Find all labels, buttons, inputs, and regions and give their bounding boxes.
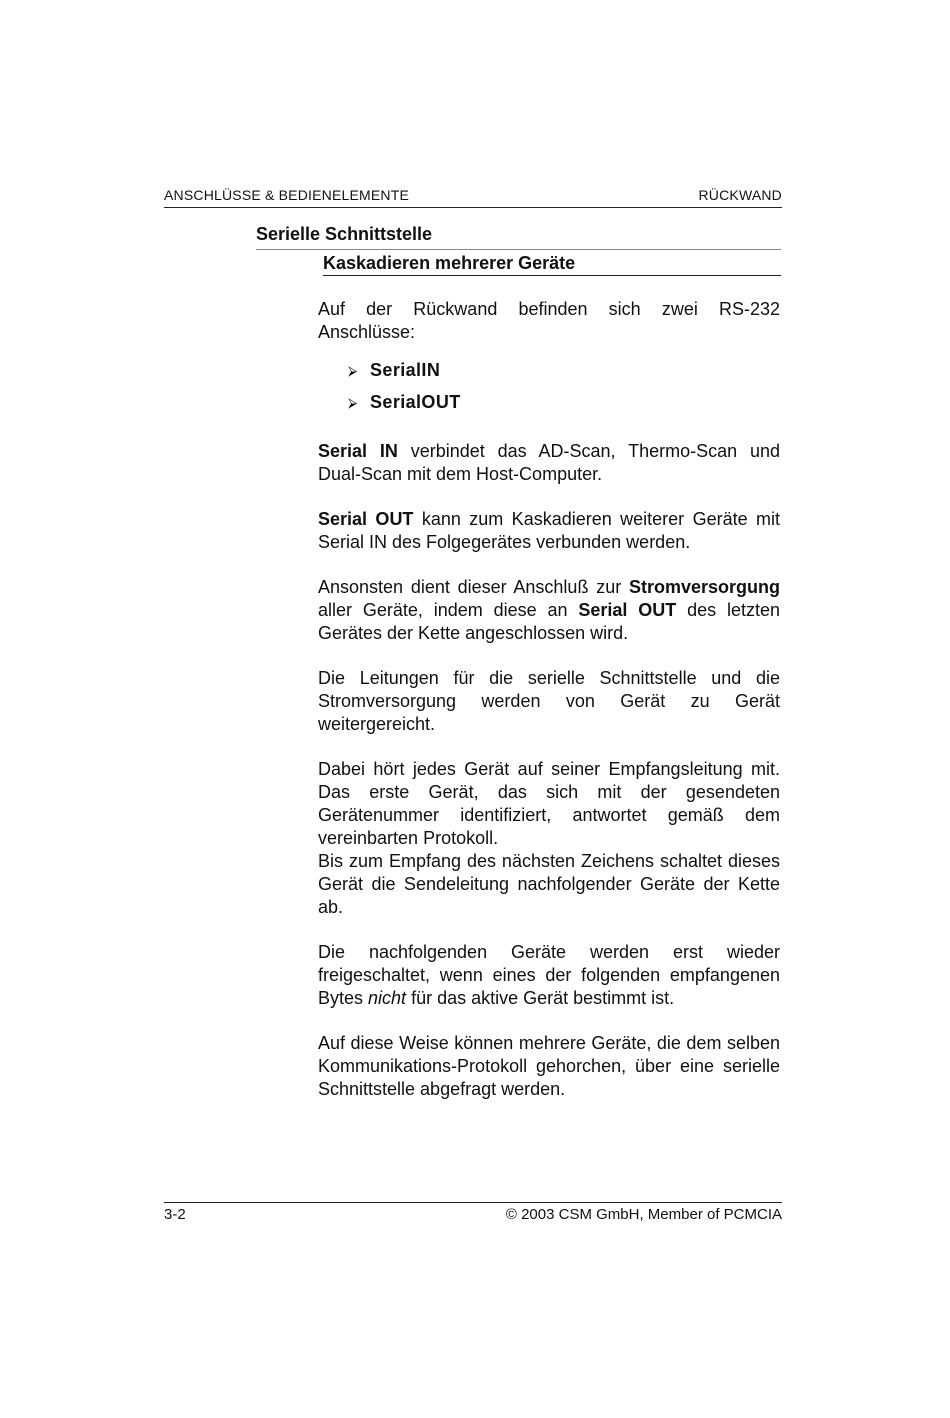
release-paragraph bbox=[318, 941, 780, 1010]
paragraph-text: verbindet das AD-Scan, Thermo-Scan und Dual-Scan mit dem Host-Computer. bbox=[318, 441, 780, 484]
transmit-paragraph: Bis zum Empfang des nächsten Zeichens schaltet dieses Gerät die Sendeleitung nachfolgender Geräte der Kette ab. bbox=[318, 851, 780, 917]
serial-in-paragraph bbox=[318, 440, 780, 486]
paragraph-text: für das aktive Gerät bestimmt ist. bbox=[406, 988, 675, 1008]
body-text bbox=[318, 298, 780, 1101]
paragraph-text: kann zum Kaskadieren weiterer Geräte mit Serial IN des Folgegerätes verbunden werden. bbox=[318, 509, 780, 552]
subsection-title: Kaskadieren mehrerer Geräte bbox=[323, 253, 576, 273]
subsection-divider bbox=[323, 275, 781, 276]
power-supply-paragraph bbox=[318, 576, 780, 645]
list-item bbox=[318, 386, 780, 418]
section-divider bbox=[256, 249, 781, 250]
intro-paragraph: Auf der Rückwand befinden sich zwei RS-232 Anschlüsse: bbox=[318, 299, 780, 342]
term-serial-out: Serial OUT bbox=[578, 600, 677, 620]
serial-out-paragraph bbox=[318, 508, 780, 554]
term-power-supply: Stromversorgung bbox=[628, 577, 780, 597]
summary-paragraph: Auf diese Weise können mehrere Geräte, die dem selben Kommunikations-Protokoll gehorchen, über eine serielle Schnittstelle abgefragt werden. bbox=[318, 1033, 780, 1099]
emphasis-nicht: nicht bbox=[368, 988, 407, 1008]
copyright-notice: © 2003 CSM GmbH, Member of PCMCIA bbox=[505, 1206, 782, 1223]
footer-divider bbox=[164, 1202, 782, 1203]
connector-list bbox=[318, 354, 780, 418]
listening-paragraph: Dabei hört jedes Gerät auf seiner Empfangsleitung mit. Das erste Gerät, das sich mit der gesendeten Gerätenummer identifiziert, antwortet gemäß dem vereinbarten Protokoll. bbox=[318, 759, 780, 848]
list-item-label: SerialOUT bbox=[370, 391, 461, 412]
header-section: RÜCKWAND bbox=[698, 187, 782, 203]
list-item bbox=[318, 354, 780, 386]
list-item-label: SerialIN bbox=[370, 359, 441, 380]
header-divider bbox=[164, 207, 782, 208]
page-number: 3-2 bbox=[164, 1206, 186, 1223]
section-title: Serielle Schnittstelle bbox=[256, 224, 433, 244]
page-header bbox=[164, 187, 782, 203]
page-footer bbox=[164, 1206, 782, 1223]
paragraph-text: des letzten Gerätes der Kette angeschlossen wird. bbox=[318, 600, 780, 643]
cabling-paragraph: Die Leitungen für die serielle Schnittstelle und die Stromversorgung werden von Gerät zu Gerät weitergereicht. bbox=[318, 668, 780, 734]
arrowhead-bullet-icon: ⮚ bbox=[348, 362, 358, 378]
arrowhead-bullet-icon: ⮚ bbox=[348, 394, 358, 410]
term-serial-out: Serial OUT bbox=[318, 509, 414, 529]
paragraph-text: Ansonsten dient dieser Anschluß zur bbox=[318, 577, 629, 597]
paragraph-text: Die nachfolgenden Geräte werden erst wieder freigeschaltet, wenn eines der folgenden empfangenen Bytes bbox=[318, 942, 780, 1008]
paragraph-text: aller Geräte, indem diese an bbox=[318, 600, 579, 620]
header-chapter: ANSCHLÜSSE & BEDIENELEMENTE bbox=[164, 187, 410, 203]
term-serial-in: Serial IN bbox=[318, 441, 398, 461]
